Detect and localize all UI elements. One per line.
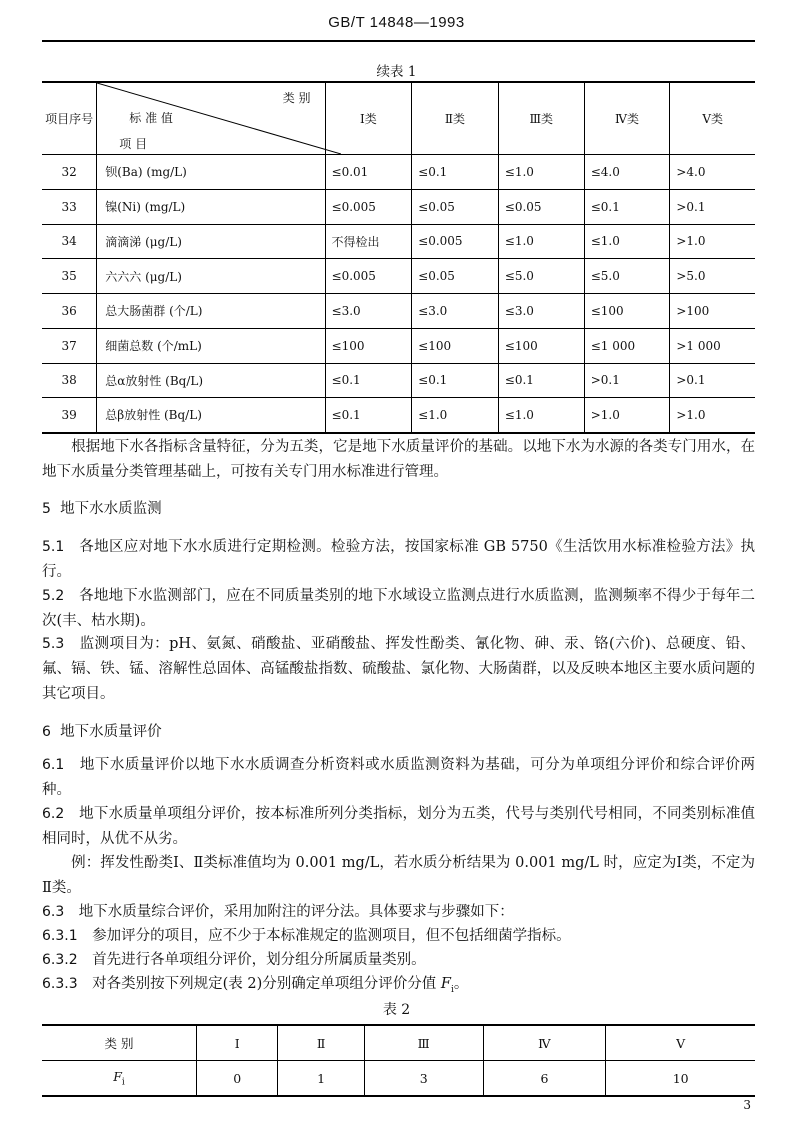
row-item: 细菌总数 (个/mL): [97, 328, 325, 363]
row-number: 39: [42, 398, 97, 433]
section-6-heading: 6 地下水质量评价: [42, 724, 162, 740]
table-row: [42, 398, 755, 433]
row-item: 镍(Ni) (mg/L): [97, 189, 325, 224]
row-value-class-4: ≤5.0: [584, 259, 670, 294]
row-value-class-5: >0.1: [670, 363, 755, 398]
table2-value-4: 6: [483, 1061, 606, 1097]
header-item-no: 项目序号: [42, 82, 97, 155]
clause-6-2-example: 例：挥发性酚类Ⅰ、Ⅱ类标准值均为 0.001 mg/L，若水质分析结果为 0.001 mg/L 时，应定为Ⅰ类，不定为Ⅱ类。: [42, 855, 755, 896]
clause-5-2: 5.2 各地地下水监测部门，应在不同质量类别的地下水域设立监测点进行水质监测，监测频率不得少于每年二次(丰、枯水期)。: [42, 588, 756, 629]
row-value-class-5: >1.0: [670, 224, 755, 259]
row-value-class-3: ≤1.0: [498, 224, 584, 259]
row-value-class-2: ≤0.005: [412, 224, 499, 259]
row-value-class-2: ≤100: [412, 328, 499, 363]
row-number: 34: [42, 224, 97, 259]
table2-col-1: Ⅰ: [197, 1025, 278, 1061]
row-value-class-3: ≤5.0: [498, 259, 584, 294]
row-value-class-1: 不得检出: [325, 224, 412, 259]
table-row: [42, 294, 755, 329]
table2-value-5: 10: [606, 1061, 755, 1097]
clause-5-1: 5.1 各地区应对地下水水质进行定期检测。检验方法，按国家标准 GB 5750《生活饮用水标准检验方法》执行。: [42, 539, 756, 580]
row-value-class-2: ≤1.0: [412, 398, 499, 433]
row-value-class-3: ≤100: [498, 328, 584, 363]
row-number: 35: [42, 259, 97, 294]
row-value-class-4: >1.0: [584, 398, 670, 433]
row-value-class-1: ≤0.01: [325, 155, 412, 190]
clause-6-3-2: 6.3.2 首先进行各单项组分评价，划分组分所属质量类别。: [42, 952, 426, 968]
row-value-class-4: >0.1: [584, 363, 670, 398]
row-value-class-3: ≤1.0: [498, 155, 584, 190]
row-item: 钡(Ba) (mg/L): [97, 155, 325, 190]
header-class-2: Ⅱ类: [412, 82, 499, 155]
header-category: 类 别: [282, 91, 311, 105]
row-value-class-2: ≤3.0: [412, 294, 499, 329]
table2-value-3: 3: [364, 1061, 483, 1097]
row-value-class-1: ≤0.005: [325, 189, 412, 224]
clause-6-3: 6.3 地下水质量综合评价，采用加附注的评分法。具体要求与步骤如下：: [42, 904, 514, 920]
row-item: 总α放射性 (Bq/L): [97, 363, 325, 398]
table-row: [42, 155, 755, 190]
header-class-3: Ⅲ类: [498, 82, 584, 155]
row-number: 32: [42, 155, 97, 190]
row-item: 滴滴涕 (μg/L): [97, 224, 325, 259]
header-class-4: Ⅳ类: [584, 82, 670, 155]
row-item: 总β放射性 (Bq/L): [97, 398, 325, 433]
table2-value-1: 0: [197, 1061, 278, 1097]
table-row: [42, 259, 755, 294]
row-value-class-5: >100: [670, 294, 755, 329]
table-row: [42, 328, 755, 363]
clause-6-1: 6.1 地下水质量评价以地下水水质调查分析资料或水质监测资料为基础，可分为单项组分评价和综合评价两种。: [42, 757, 756, 798]
row-value-class-1: ≤0.1: [325, 398, 412, 433]
page-number: 3: [743, 1098, 751, 1112]
row-value-class-3: ≤1.0: [498, 398, 584, 433]
header-item: 项 目: [119, 137, 148, 151]
clause-6-3-3: 6.3.3 对各类别按下列规定(表 2)分别确定单项组分评价分值 $F_i$。: [42, 976, 469, 995]
header-class-1: Ⅰ类: [325, 82, 412, 155]
table2-header-label: 类 别: [42, 1025, 197, 1061]
row-number: 36: [42, 294, 97, 329]
row-value-class-4: ≤0.1: [584, 189, 670, 224]
row-value-class-2: ≤0.1: [412, 155, 499, 190]
table2-value-2: 1: [278, 1061, 364, 1097]
table1-caption: 续表 1: [376, 64, 417, 80]
section-5-heading: 5 地下水水质监测: [42, 501, 162, 517]
header-class-5: Ⅴ类: [670, 82, 755, 155]
table-row: [42, 224, 755, 259]
row-value-class-1: ≤0.005: [325, 259, 412, 294]
row-value-class-1: ≤100: [325, 328, 412, 363]
header-rule: [42, 40, 755, 42]
header-standard: 标 准 值: [129, 111, 173, 125]
table-row: [42, 189, 755, 224]
table2-col-4: Ⅳ: [483, 1025, 606, 1061]
table2-col-5: Ⅴ: [606, 1025, 755, 1061]
row-value-class-5: >1.0: [670, 398, 755, 433]
row-value-class-4: ≤100: [584, 294, 670, 329]
row-value-class-5: >4.0: [670, 155, 755, 190]
row-value-class-3: ≤0.1: [498, 363, 584, 398]
row-value-class-3: ≤0.05: [498, 189, 584, 224]
row-item: 六六六 (μg/L): [97, 259, 325, 294]
header-diagonal-cell: [97, 82, 325, 155]
row-value-class-1: ≤0.1: [325, 363, 412, 398]
row-value-class-3: ≤3.0: [498, 294, 584, 329]
row-value-class-4: ≤4.0: [584, 155, 670, 190]
row-value-class-2: ≤0.1: [412, 363, 499, 398]
row-value-class-2: ≤0.05: [412, 259, 499, 294]
row-value-class-4: ≤1 000: [584, 328, 670, 363]
paragraph-classification: 根据地下水各指标含量特征，分为五类，它是地下水质量评价的基础。以地下水为水源的各类专门用水，在地下水质量分类管理基础上，可按有关专门用水标准进行管理。: [42, 439, 755, 480]
row-value-class-5: >5.0: [670, 259, 755, 294]
clause-6-3-1: 6.3.1 参加评分的项目，应不少于本标准规定的监测项目，但不包括细菌学指标。: [42, 928, 571, 944]
table-row: [42, 363, 755, 398]
table1: [42, 81, 755, 434]
row-value-class-2: ≤0.05: [412, 189, 499, 224]
row-number: 33: [42, 189, 97, 224]
table2: [42, 1024, 755, 1097]
table2-col-3: Ⅲ: [364, 1025, 483, 1061]
clause-6-2: 6.2 地下水质量单项组分评价，按本标准所列分类指标，划分为五类，代号与类别代号相同，不同类别标准值相同时，从优不从劣。: [42, 806, 756, 847]
row-value-class-1: ≤3.0: [325, 294, 412, 329]
clause-5-3: 5.3 监测项目为：pH、氨氮、硝酸盐、亚硝酸盐、挥发性酚类、氰化物、砷、汞、铬(六价)、总硬度、铅、氟、镉、铁、锰、溶解性总固体、高锰酸盐指数、硫酸盐、氯化物、大肠菌群，以及反映本地区主要水质问题的其它项目。: [42, 636, 756, 702]
row-value-class-5: >1 000: [670, 328, 755, 363]
row-item: 总大肠菌群 (个/L): [97, 294, 325, 329]
row-value-class-5: >0.1: [670, 189, 755, 224]
table2-row-label: $F_i$: [42, 1061, 197, 1097]
row-value-class-4: ≤1.0: [584, 224, 670, 259]
row-number: 38: [42, 363, 97, 398]
table2-caption: 表 2: [382, 1002, 411, 1018]
standard-code: GB/T 14848—1993: [328, 14, 465, 31]
table2-col-2: Ⅱ: [278, 1025, 364, 1061]
row-number: 37: [42, 328, 97, 363]
